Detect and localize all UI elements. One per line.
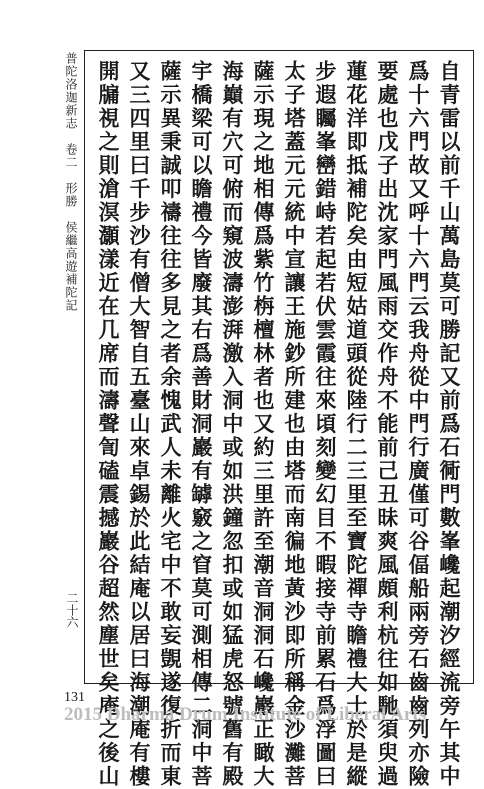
text-column-12: 開牖視之則滄溟灝漾近在几席而濤聲訇磕震撼巖谷超然塵世矣庵之後山 — [96, 60, 121, 789]
running-header: 普陀洛迦新志 卷二 形勝 侯繼高遊補陀記 — [64, 52, 78, 312]
text-column-9: 宇橋梁可以瞻禮今皆廢其右爲善財洞巖有罅竅之窅莫可測相傳二洞中菩 — [189, 60, 214, 789]
text-column-5: 步遐矚峯巒錯峙若起若伏雲霞往來頃刻變幻目不暇接寺前累石爲浮圖曰 — [313, 60, 338, 789]
text-column-7: 薩示現之地相傳爲紫竹栴檀林者也又約三里許至潮音洞洞石巉巖正瞰大 — [251, 60, 276, 789]
text-column-8: 海巔有穴可俯而窺波濤澎湃激入洞中或如洪鐘忽扣或如猛虎怒號舊有殿 — [220, 60, 245, 789]
printed-page-number: 131 — [64, 690, 85, 705]
text-column-3: 要處也戊子出沈家門風雨交作舟不能前己丑昧爽風頗利杭往如馳須臾過 — [375, 60, 400, 789]
watermark-credit: 2015 Dharma Drum Institute of Liberal Arts — [64, 704, 427, 725]
text-column-6: 太子塔蓋元元統中宣讓王施鈔所建也由塔而南徧地黃沙即所稱金沙灘菩 — [282, 60, 307, 789]
text-column-2: 爲十六門故又呼十六門云我舟從中門行廣僅可谷偪船兩旁石齒齒列亦險 — [406, 60, 431, 789]
text-column-1: 自青雷以前千山萬島莫可勝記又前爲石衕門數峯巉起潮汐經流旁午其中 — [437, 60, 462, 789]
folio-number: 二十六 — [65, 592, 79, 628]
text-column-11: 又三四里曰千步沙有僧大智自五臺山來卓錫於此結庵以居曰海潮庵有樓 — [127, 60, 152, 789]
text-column-4: 蓮花洋即抵補陀矣由短姑道頭從陸行二三里至寶陀禪寺瞻禮大士於是縱 — [344, 60, 369, 789]
text-column-10: 薩示異秉誠叩禱往往多見之者余愧武人未離火宅中不敢妄覬遂復折而東 — [158, 60, 183, 789]
